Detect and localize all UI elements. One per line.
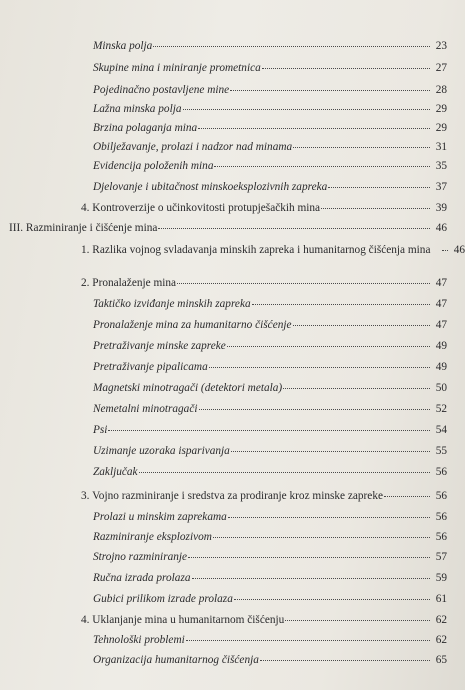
toc-entry-title: Skupine mina i miniranje prometnica (93, 62, 261, 74)
toc-entry-title: Pojedinačno postavljene mine (93, 84, 230, 96)
toc-entry-title: Magnetski minotragači (detektori metala) (93, 382, 283, 394)
dot-leader (384, 496, 430, 497)
toc-entry-title: Zaključak (93, 466, 138, 478)
toc-entry (93, 40, 447, 53)
dot-leader (139, 472, 430, 473)
toc-entry (81, 244, 465, 257)
dot-leader (234, 599, 430, 600)
toc-entry-page: 47 (435, 298, 447, 310)
toc-entry (93, 551, 447, 564)
toc-entry-page: 56 (435, 511, 447, 523)
toc-entry-title: Taktičko izviđanje minskih zapreka (93, 298, 251, 310)
dot-leader (283, 388, 430, 389)
toc-entry-page: 28 (435, 84, 447, 96)
toc-entry-title: Brzina polaganja mina (93, 122, 198, 134)
toc-entry-page: 46 (453, 244, 465, 256)
toc-entry-page: 31 (435, 141, 447, 153)
toc-entry-page: 59 (435, 572, 447, 584)
toc-entry-title: III. Razminiranje i čišćenje mina (9, 222, 158, 234)
toc-entry-page: 54 (435, 424, 447, 436)
dot-leader (108, 430, 430, 431)
toc-entry-title: Uzimanje uzoraka isparivanja (93, 445, 230, 457)
toc-entry (93, 511, 447, 524)
toc-entry-page: 29 (435, 103, 447, 115)
toc-entry (93, 160, 447, 173)
toc-entry (93, 531, 447, 544)
toc-entry (93, 361, 447, 374)
dot-leader (328, 187, 430, 188)
toc-entry-page: 52 (435, 403, 447, 415)
dot-leader (252, 304, 430, 305)
toc-entry-page: 61 (435, 593, 447, 605)
toc-entry-title: Minska polja (93, 40, 153, 52)
dot-leader (153, 46, 430, 47)
toc-entry (93, 424, 447, 437)
toc-entry-page: 37 (435, 181, 447, 193)
dot-leader (227, 346, 430, 347)
toc-entry-page: 65 (435, 654, 447, 666)
toc-entry (93, 340, 447, 353)
toc-entry (93, 572, 447, 585)
toc-entry (81, 614, 447, 627)
toc-entry-page: 55 (435, 445, 447, 457)
toc-entry (93, 466, 447, 479)
toc-entry-title: 2. Pronalaženje mina (81, 277, 177, 289)
dot-leader (231, 451, 430, 452)
dot-leader (186, 640, 430, 641)
dot-leader (192, 578, 431, 579)
toc-entry-page: 56 (435, 531, 447, 543)
toc-entry-page: 23 (435, 40, 447, 52)
dot-leader (321, 208, 430, 209)
dot-leader (293, 325, 430, 326)
toc-entry (9, 222, 447, 235)
toc-entry-page: 39 (435, 202, 447, 214)
dot-leader (198, 128, 430, 129)
toc-entry (81, 490, 447, 503)
toc-entry-title: Pretraživanje minske zapreke (93, 340, 226, 352)
toc-entry-title: Djelovanje i ubitačnost minskoeksplozivnih zapreka (93, 181, 328, 193)
toc-entry (93, 593, 447, 606)
dot-leader (285, 620, 430, 621)
toc-entry-title: 4. Kontroverzije o učinkovitosti protupješačkih mina (81, 202, 321, 214)
toc-entry-title: Ručna izrada prolaza (93, 572, 191, 584)
toc-entry-page: 49 (435, 361, 447, 373)
toc-entry (93, 141, 447, 154)
dot-leader (214, 166, 430, 167)
toc-entry-title: Strojno razminiranje (93, 551, 188, 563)
toc-entry-page: 47 (435, 277, 447, 289)
toc-entry-title: Organizacija humanitarnog čišćenja (93, 654, 259, 666)
dot-leader (260, 660, 430, 661)
dot-leader (228, 517, 430, 518)
toc-entry-page: 29 (435, 122, 447, 134)
toc-entry (93, 382, 447, 395)
toc-entry-page: 56 (435, 466, 447, 478)
toc-entry (93, 298, 447, 311)
toc-entry-title: Psi (93, 424, 108, 436)
toc-entry (93, 103, 447, 116)
toc-entry-title: 4. Uklanjanje mina u humanitarnom čišćenju (81, 614, 285, 626)
toc-entry-title: Pretraživanje pipalicama (93, 361, 208, 373)
toc-entry (81, 202, 447, 215)
toc-entry-title: Razminiranje eksplozivom (93, 531, 212, 543)
toc-entry (93, 84, 447, 97)
toc-entry-title: 1. Razlika vojnog svladavanja minskih zapreka i humanitarnog čišćenja mina (81, 244, 431, 256)
toc-entry-title: Tehnološki problemi (93, 634, 185, 646)
toc-entry-title: Pronalaženje mina za humanitarno čišćenje (93, 319, 292, 331)
toc-entry-page: 62 (435, 634, 447, 646)
toc-entry-title: 3. Vojno razminiranje i sredstva za prodiranje kroz minske zapreke (81, 490, 383, 502)
toc-entry (93, 403, 447, 416)
toc-entry-page: 27 (435, 62, 447, 74)
dot-leader (183, 109, 431, 110)
dot-leader (213, 537, 430, 538)
toc-entry-page: 56 (435, 490, 447, 502)
toc-entry-page: 50 (435, 382, 447, 394)
toc-entry-title: Lažna minska polja (93, 103, 182, 115)
toc-entry (93, 122, 447, 135)
toc-entry-title: Prolazi u minskim zaprekama (93, 511, 227, 523)
dot-leader (209, 367, 430, 368)
toc-entry (93, 634, 447, 647)
toc-entry (81, 277, 447, 290)
toc-entry-title: Obilježavanje, prolazi i nadzor nad minama (93, 141, 293, 153)
dot-leader (188, 557, 430, 558)
toc-entry-title: Nemetalni minotragači (93, 403, 198, 415)
dot-leader (158, 228, 430, 229)
dot-leader (199, 409, 431, 410)
toc-entry-title: Evidencija položenih mina (93, 160, 214, 172)
dot-leader (262, 68, 430, 69)
toc-entry-title: Gubici prilikom izrade prolaza (93, 593, 233, 605)
toc-entry (93, 445, 447, 458)
toc-entry-page: 57 (435, 551, 447, 563)
dot-leader (177, 283, 430, 284)
toc-entry (93, 654, 447, 667)
toc-entry-page: 35 (435, 160, 447, 172)
toc-entry-page: 49 (435, 340, 447, 352)
dot-leader (293, 147, 430, 148)
toc-entry (93, 181, 447, 194)
dot-leader (442, 250, 448, 251)
toc-entry-page: 47 (435, 319, 447, 331)
toc-entry (93, 319, 447, 332)
toc-entry-page: 46 (435, 222, 447, 234)
toc-entry (93, 62, 447, 75)
toc-entry-page: 62 (435, 614, 447, 626)
dot-leader (230, 90, 430, 91)
